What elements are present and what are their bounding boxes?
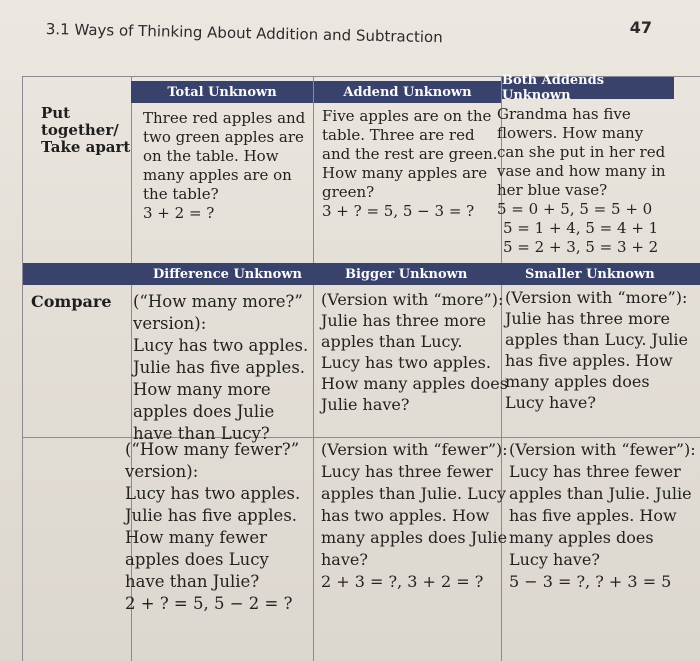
cell-line: green? — [322, 183, 375, 201]
cell-line: has five apples. How — [505, 351, 673, 370]
row-label-line: Put — [41, 104, 71, 122]
row-label-line: together/ — [41, 121, 119, 139]
cell-line: How many apples does — [321, 374, 508, 393]
cell-total-unknown — [143, 109, 305, 223]
column-divider — [313, 77, 314, 661]
cell-line: table. Three are red — [322, 126, 475, 144]
cell-line: can she put in her red — [497, 143, 666, 161]
header-bigger-unknown: Bigger Unknown — [345, 266, 468, 282]
row-label-line: Take apart — [41, 138, 131, 156]
row-divider — [23, 437, 700, 438]
cell-line: many apples does Julie — [321, 528, 508, 547]
cell-line: apples than Lucy. Julie — [505, 330, 688, 349]
section-title: 3.1 Ways of Thinking About Addition and Subtraction — [45, 20, 443, 47]
header-total-unknown: Total Unknown — [131, 81, 313, 103]
cell-line: and the rest are green. — [322, 145, 498, 163]
cell-both-addends-unknown — [497, 105, 666, 257]
cell-line: Grandma has five — [497, 105, 631, 123]
cell-difference-unknown-fewer — [125, 439, 300, 615]
equation: 3 + 2 = ? — [143, 204, 215, 222]
cell-smaller-unknown-fewer — [509, 439, 696, 593]
equation: 2 + 3 = ?, 3 + 2 = ? — [321, 572, 484, 591]
cell-line: (“How many fewer?” — [125, 440, 300, 459]
cell-line: (“How many more?” — [133, 292, 303, 311]
cell-line: Three red apples and — [143, 109, 306, 127]
cell-line: Lucy has two apples. — [133, 336, 309, 355]
cell-line: Lucy has three fewer — [509, 462, 681, 481]
cell-line: many apples are on — [143, 166, 292, 184]
equation: 5 = 0 + 5, 5 = 5 + 0 — [497, 200, 653, 218]
header-smaller-unknown: Smaller Unknown — [525, 266, 655, 282]
cell-line: Five apples are on the — [322, 107, 492, 125]
cell-line: (Version with “more”): — [321, 290, 504, 309]
cell-line: Julie has three more — [505, 309, 670, 328]
cell-bigger-unknown-fewer — [321, 439, 508, 593]
cell-line: Lucy have? — [509, 550, 600, 569]
cell-line: has five apples. How — [509, 506, 677, 525]
page-number: 47 — [629, 18, 652, 37]
row-label-compare: Compare — [31, 292, 112, 311]
header-both-addends-unknown: Both Addends Unknown — [502, 77, 674, 99]
cell-line: have than Lucy? — [133, 424, 270, 443]
cell-line: How many apples are — [322, 164, 488, 182]
cell-line: have? — [321, 550, 368, 569]
cell-line: (Version with “fewer”): — [321, 440, 508, 459]
cell-line: two green apples are — [143, 128, 304, 146]
equation: 5 − 3 = ?, ? + 3 = 5 — [509, 572, 672, 591]
cell-line: the table? — [143, 185, 219, 203]
cell-line: has two apples. How — [321, 506, 490, 525]
header-addend-unknown: Addend Unknown — [314, 81, 501, 103]
cell-line: vase and how many in — [497, 162, 666, 180]
header-difference-unknown: Difference Unknown — [153, 266, 302, 282]
cell-line: her blue vase? — [497, 181, 608, 199]
cell-line: apples than Julie. Julie — [509, 484, 692, 503]
equation: 2 + ? = 5, 5 − 2 = ? — [125, 594, 293, 613]
cell-line: Julie has five apples. — [125, 506, 298, 525]
cell-line: Julie has three more — [321, 311, 486, 330]
compare-header-band — [23, 263, 700, 285]
cell-line: How many fewer — [125, 528, 268, 547]
cell-line: apples than Julie. Lucy — [321, 484, 507, 503]
cell-line: Lucy has three fewer — [321, 462, 493, 481]
cell-line: apples than Lucy. — [321, 332, 463, 351]
cell-smaller-unknown-more — [505, 287, 688, 413]
cell-line: Julie have? — [321, 395, 410, 414]
equation: 3 + ? = 5, 5 − 3 = ? — [322, 202, 475, 220]
problem-types-table — [22, 73, 700, 661]
equation: 5 = 2 + 3, 5 = 3 + 2 — [503, 238, 659, 256]
cell-line: version): — [125, 462, 199, 481]
cell-line: Lucy has two apples. — [125, 484, 301, 503]
cell-line: flowers. How many — [497, 124, 644, 142]
cell-line: on the table. How — [143, 147, 279, 165]
cell-line: (Version with “more”): — [505, 288, 688, 307]
cell-line: apples does Lucy — [125, 550, 269, 569]
cell-line: many apples does — [509, 528, 654, 547]
equation: 5 = 1 + 4, 5 = 4 + 1 — [503, 219, 659, 237]
cell-bigger-unknown-more — [321, 289, 508, 415]
cell-difference-unknown-more — [133, 291, 308, 445]
cell-line: Lucy have? — [505, 393, 596, 412]
cell-line: have than Julie? — [125, 572, 260, 591]
cell-addend-unknown — [322, 107, 498, 221]
row-label-put-together — [41, 105, 130, 156]
cell-line: apples does Julie — [133, 402, 275, 421]
cell-line: (Version with “fewer”): — [509, 440, 696, 459]
cell-line: many apples does — [505, 372, 650, 391]
cell-line: version): — [133, 314, 207, 333]
cell-line: How many more — [133, 380, 271, 399]
cell-line: Lucy has two apples. — [321, 353, 491, 372]
cell-line: Julie has five apples. — [133, 358, 306, 377]
